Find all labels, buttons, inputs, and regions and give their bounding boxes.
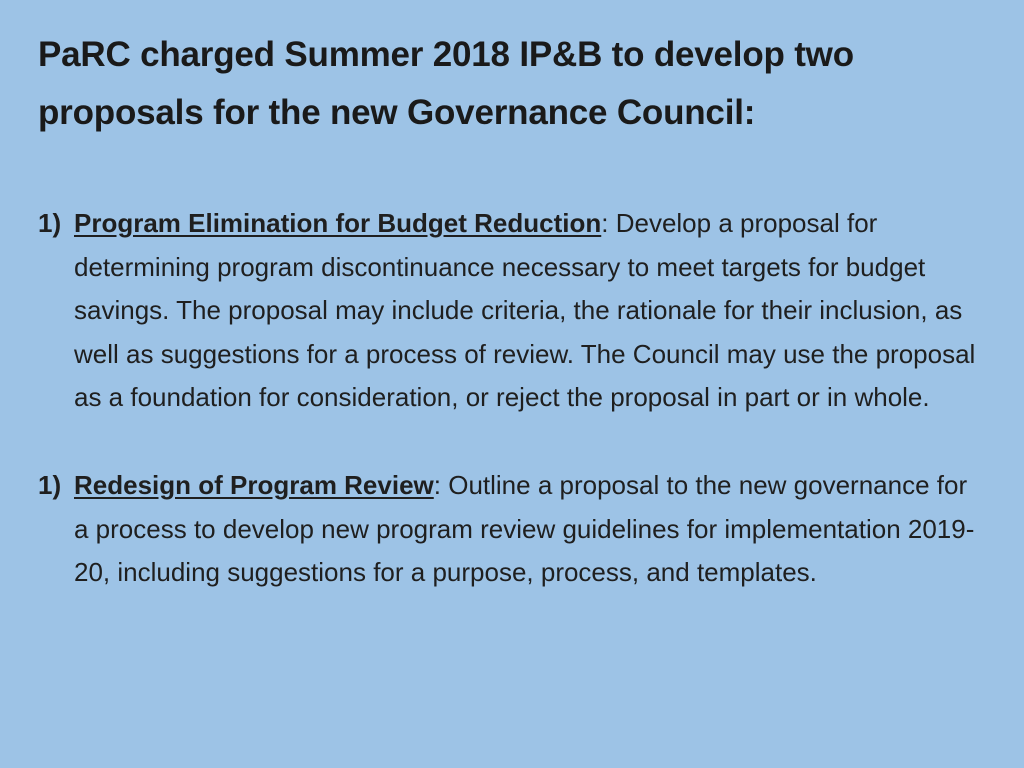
list-item-program-review — [38, 464, 986, 595]
list-item-number: 1) — [38, 208, 62, 238]
slide-title: PaRC charged Summer 2018 IP&B to develop two proposals for the new Governance Council: — [38, 35, 854, 132]
list-item-heading: Redesign of Program Review — [74, 469, 434, 500]
list-item-number: 1) — [38, 469, 62, 500]
list-item-body: Develop a proposal for determining program discontinuance necessary to meet targets for budget savings. The proposal may include criteria, the rationale for their inclusion, as well as suggestions for a process of review. The Council may use the proposal as a foundation for consideration, or reject the proposal in part or in whole. — [74, 208, 976, 413]
list-item-separator: : — [601, 208, 609, 238]
list-item-heading: Program Elimination for Budget Reduction — [74, 208, 602, 238]
list-item-body: Outline a proposal to the new governance for a process to develop new program review guidelines for implementation 2019-20, including suggestions for a purpose, process, and templates. — [74, 469, 975, 588]
list-item-program-elimination — [38, 202, 986, 420]
list-item-separator: : — [433, 469, 441, 500]
proposal-list — [38, 202, 984, 595]
